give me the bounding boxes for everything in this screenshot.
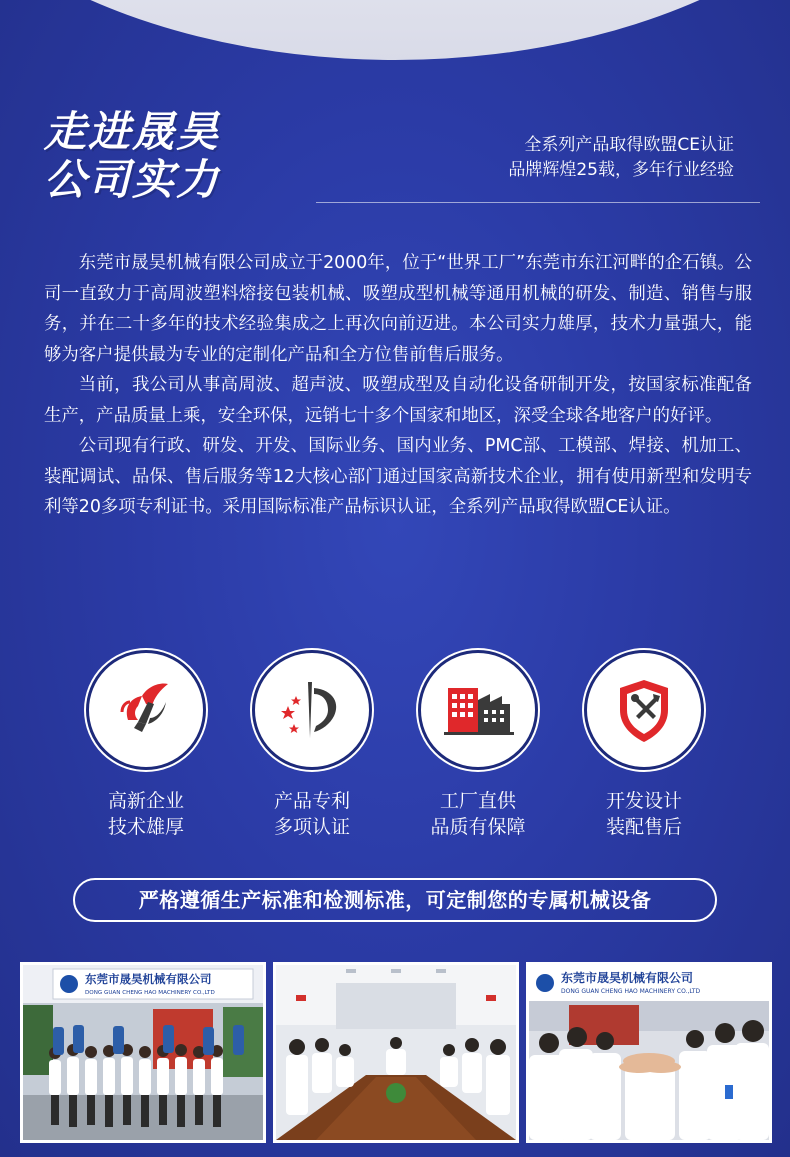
title-line-1: 走进晟昊 (44, 107, 221, 156)
sign-company-name: 东莞市晟昊机械有限公司 (561, 971, 694, 985)
quality-banner: 严格遵循生产标准和检测标准，可定制您的专属机械设备 (73, 878, 717, 922)
feature-circle (584, 650, 704, 770)
feature-subtitle: 品质有保障 (430, 816, 526, 838)
top-arc-decoration (0, 0, 790, 60)
photo-gallery (0, 962, 790, 1147)
feature-label (569, 788, 719, 840)
feature-label (403, 788, 553, 840)
feature-patent (237, 650, 387, 840)
tagline-line-1: 全系列产品取得欧盟CE认证 (524, 135, 734, 155)
feature-title: 工厂直供 (439, 790, 516, 812)
sign-company-english: DONG GUAN CHENG HAO MACHINERY CO.,LTD (85, 990, 215, 996)
feature-list (0, 650, 790, 850)
team-photo-entrance (20, 962, 266, 1143)
feature-design (569, 650, 719, 840)
header-divider (316, 202, 760, 203)
intro-paragraph-3: 公司现有行政、研发、开发、国际业务、国内业务、PMC部、工模部、焊接、机加工、装配调试、品保、售后服务等12大核心部门通过国家高新技术企业，拥有使用新型和发明专利等20多项专利证书。采用国际标准产品标识认证，全系列产品取得欧盟CE认证。 (44, 436, 752, 517)
feature-subtitle: 技术雄厚 (107, 816, 184, 838)
feature-circle (86, 650, 206, 770)
feature-factory (403, 650, 553, 840)
title-line-2: 公司实力 (44, 155, 221, 204)
tagline-line-2: 品牌辉煌25载，多年行业经验 (508, 160, 734, 180)
factory-icon (438, 672, 518, 748)
sign-company-english: DONG GUAN CHENG HAO MACHINERY CO.,LTD (561, 988, 701, 995)
feature-label (237, 788, 387, 840)
patent-icon (274, 672, 350, 748)
feature-circle (418, 650, 538, 770)
sign-company-name: 东莞市晟昊机械有限公司 (85, 972, 212, 986)
feature-title: 产品专利 (273, 790, 350, 812)
shield-tools-icon (606, 672, 682, 748)
feature-title: 高新企业 (107, 790, 184, 812)
feature-high-tech (71, 650, 221, 840)
feature-subtitle: 多项认证 (273, 816, 350, 838)
team-hands-photo (526, 962, 772, 1143)
feature-subtitle: 装配售后 (605, 816, 682, 838)
feature-title: 开发设计 (605, 790, 682, 812)
feature-circle (252, 650, 372, 770)
page-title (44, 108, 220, 204)
meeting-photo (273, 962, 519, 1143)
company-intro (44, 248, 752, 523)
high-tech-enterprise-icon (108, 672, 184, 748)
intro-paragraph-2: 当前，我公司从事高周波、超声波、吸塑成型及自动化设备研制开发，按国家标准配备生产，产品质量上乘，安全环保，远销七十多个国家和地区，深受全球各地客户的好评。 (44, 375, 752, 426)
intro-paragraph-1: 东莞市晟昊机械有限公司成立于2000年，位于“世界工厂”东莞市东江河畔的企石镇。公司一直致力于高周波塑料熔接包装机械、吸塑成型机械等通用机械的研发、制造、销售与服务，并在二十多年的技术经验集成之上再次向前迈进。本公司实力雄厚，技术力量强大，能够为客户提供最为专业的定制化产品和全方位售前售后服务。 (44, 253, 752, 365)
tagline (508, 133, 734, 183)
feature-label (71, 788, 221, 840)
